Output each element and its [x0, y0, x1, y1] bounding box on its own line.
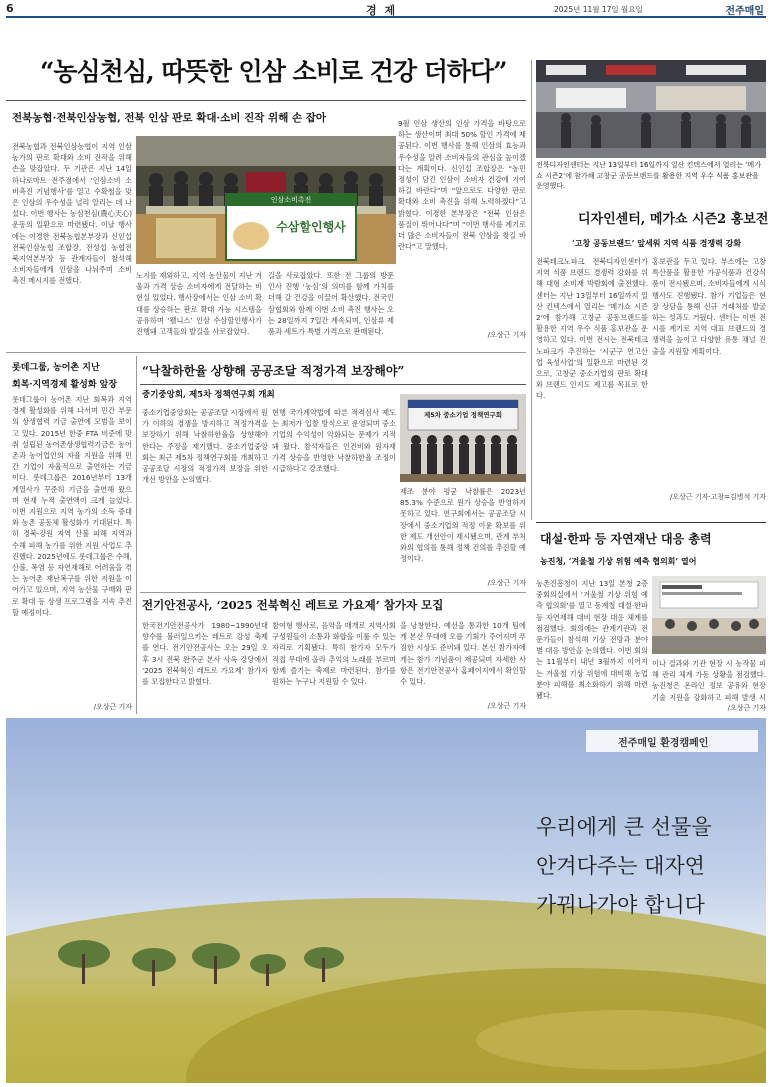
lead-body-col2: 노지를 제외하고, 지역 농산물이 지난 겨울과 가격 상승 소비자에게 전달하는 비 현실 있었다. 행사장에서는 인삼 소비 확대를 상승하는 판로 확대 가능 시스템을 공유하며 ‘웰니스’ 인삼 수삼할인행사가 진행돼 고객들의 발길을 사로잡았다. [136, 271, 262, 337]
disaster-body-a: 농촌진흥청이 지난 13일 본청 2층 중회의실에서 ‘겨울철 기상 위험 예측 협의회’를 열고 동계철 대설·한파 등 자연재해 대비 현장 대응 체계를 점검했다. 회의에는 관계기관과 전문가들이 참석해 기상 전망과 분야별 대응 방안을 논의했다. 이번 회의는 11월부터 내년 3월까지 이어지는 겨울철 기상 위험에 대비해 농업 분야 피해를 최소화하기 위해 마련됐다. [536, 579, 648, 701]
lead-body-col4: 9월 인삼 생산의 인삼 가격을 바탕으로 하는 생산이며 최대 50% 할인 가격에 제공된다. 이번 행사를 통해 인삼의 효능과 우수성을 알려 소비자들의 관심을 높이겠다는 계획이다. 신인섭 조합장은 “농민 정성이 담긴 인삼이 소비자 건강에 기여하길 바란다”며 “앞으로도 다양한 판로 확대와 소비 촉진을 위해 노력하겠다”고 밝혔다. 이경한 본부장은 “전북 인삼은 품질이 뛰어나다”며 “이번 행사를 계기로 더 많은 소비자들이 전북 인삼을 찾길 바란다”고 말했다. [398, 119, 526, 252]
environment-campaign-ad [6, 718, 766, 1083]
lotte-byline: /오상근 기자 [93, 703, 132, 711]
section-name: 경 제 [366, 4, 398, 17]
page-number: 6 [6, 2, 14, 15]
lotte-divider [136, 356, 137, 714]
disaster-subheadline: 농진청, ‘겨울철 기상 위험 예측 협의회’ 열어 [540, 556, 697, 566]
procurement-photo [400, 394, 526, 482]
procurement-subheadline: 중기중앙회, 제5차 정책연구회 개최 [142, 390, 275, 400]
design-photo-caption: 전북디자인센터는 지난 13일부터 16일까지 일산 킨텍스에서 열리는 ‘메가쇼 시즌2’에 참가해 고창군 공동브랜드를 활용한 지역 우수 식품 홍보관을 운영했다. [536, 161, 761, 190]
design-body-a: 전북테크노파크 전북디자인센터가 지역 식품 브랜드 경쟁력 강화를 위해 대형 소비재 박람회에 출전했다. 센터는 지난 13일부터 16일까지 일산 킨텍스에서 열리는 ‘메가쇼 시즌2’에 참가해 고창군 공동브랜드를 활용한 지역 우수 식품 홍보관을 운영하고 있다. 이번 전시는 전북테크노파크가 추진하는 ‘시군구 연고산업 육성사업’의 일환으로 마련된 것으로, 고창군 중소기업의 판로 확대와 브랜드 인지도 제고를 목표로 한다. [536, 257, 648, 401]
lead-body-col3: 길을 사로잡았다. 또한 전 그룹의 방문 인사 진행 ‘농심’의 의미를 함께 가치를 더해 갈 건강을 이끌어 확산했다. 전국인삼협회와 함께 이번 소비 촉진 행사는 오는 28일까지 7일간 계속되며, 인삼류 제품과 세트가 특별 가격으로 판매된다. [268, 271, 394, 336]
ad-label: 전주매일 환경캠페인 [618, 738, 709, 749]
section-rule [6, 352, 526, 353]
lotte-headline: 롯데그룹, 농어촌 지난 [12, 363, 100, 373]
electric-body-a: 한국전기안전공사가 1980~1990년대 향수를 불러일으키는 레트로 감성 축제를 연다. 전기안전공사는 오는 29일 오후 3시 전북 완주군 본사 사옥 강당에서 ‘2025 전북혁신 레트로 가요제’ 참가자를 모집한다고 밝혔다. [142, 621, 268, 687]
lead-photo-banner: 인삼소비촉진 [270, 196, 312, 204]
disaster-body-b: 이나 결과와 기관 현장 시 농작물 피해 관리 체계 가동 상황을 점검했다. 농진청은 온라인 정보 공유와 현장 기술 지원을 강화하고 피해 발생 시 [652, 659, 766, 702]
design-body-b: 홍보관을 두고 있다. 부스에는 고창특산품을 활용한 가공식품과 건강식품이 전시됐으며, 소비자들에게 시식 행사도 진행됐다. 참가 기업들은 현장 상담을 통해 신규 거래처를 발굴하는 성과도 거뒀다. 센터는 이번 전시를 계기로 지역 대표 브랜드의 경쟁력을 높이고 다양한 유통 채널 진출을 지원할 계획이다. [652, 257, 766, 356]
page-header [6, 2, 766, 18]
electric-body-b: 참여형 행사로, 음악을 매개로 지역사회 구성원들이 소통과 화합을 이룰 수 있는 자리로 기획됐다. 특히 참가자 모두가 직접 무대에 올라 추억의 노래를 부르며 함께 즐기는 축제로 마련된다. 참가를 원하는 누구나 지원할 수 있다. [272, 621, 396, 687]
lotte-body: 롯데그룹이 농어촌 지난 회복과 지역경제 활성화를 위해 나서며 민간 부문의 상생협력 기금 출연에 모범을 보이고 있다. 2015년 한중 FTA 비준에 맞춰 설립된 농어촌상생협력기금은 농어촌과 농어업인의 자율 지원을 위해 민간 기업이 자율적으로 출연하는 기금이다. 롯데그룹은 2016년부터 13개 계열사가 꾸준히 기금을 출연해 왔으며 현재 누적 출연액이 크게 늘었다. 이번 지원으로 지역 농가의 소득 증대와 농촌 공동체 활성화가 기대된다. 특히 경북·강원 지역 산불 피해 지역과 수해 피해 농가를 위한 지원 사업도 추진했다. 2025년에도 롯데그룹은 수해, 산불, 폭염 등 자연재해로 어려움을 겪는 농어촌 재난복구를 위한 지원을 이어가고 있으며, 지역 농산물 구매와 판로 확대 등 상생 프로그램을 지속 추진할 예정이다. [12, 395, 132, 617]
lead-photo-sign: 수삼할인행사 [276, 220, 346, 234]
ad-line-2: 안겨다주는 대자연 [536, 854, 705, 878]
electric-headline: 전기안전공사, ‘2025 전북혁신 레트로 가요제’ 참가자 모집 [142, 598, 444, 612]
design-byline: /오상근 기자·고창=김병석 기자 [669, 493, 766, 501]
publication-name: 전주매일 [725, 6, 764, 17]
lead-subheadline: 전북농협·전북인삼농협, 전북 인삼 판로 확대·소비 진작 위해 손 잡아 [12, 112, 327, 124]
electric-byline: /오상근 기자 [487, 702, 526, 710]
lead-byline: /오상근 기자 [487, 331, 526, 339]
disaster-byline: /오상근 기자 [727, 704, 766, 712]
ad-line-1: 우리에게 큰 선물을 [536, 815, 712, 839]
design-headline: 디자인센터, 메가쇼 시즌2 홍보전 [578, 212, 769, 227]
lead-photo [136, 136, 396, 264]
electric-body-c: 을 낭창한다. 예선을 통과한 10개 팀에게 본선 무대에 오를 기회가 주어지며 푸짐한 시상도 준비돼 있다. 본선 참가자에게는 참가 기념품이 제공되며 자세한 사항은 전기안전공사 홈페이지에서 확인할 수 있다. [400, 621, 526, 687]
disaster-rule [536, 522, 766, 523]
procurement-headline: “낙찰하한율 상향해 공공조달 적정가격 보장해야” [142, 364, 405, 378]
electric-rule [140, 592, 526, 593]
procurement-body-b: 현행 국가계약법에 따른 적격심사 제도는 최저가 입찰 방식으로 운영되며 중소기업의 수익성이 악화되는 문제가 지적돼 왔다. 참석자들은 인건비와 원자재 가격 상승을 반영한 낙찰하한율 조정이 시급하다고 강조했다. [272, 408, 396, 474]
procurement-body-c: 제조 분야 평균 낙찰률은 2023년 85.3% 수준으로 원가 상승을 반영하지 못하고 있다. 연구회에서는 공공조달 시장에서 중소기업의 적정 이윤 확보를 위한 제도 개선안이 제시됐으며, 관계 부처와의 협의를 통해 정책 건의를 추진할 예정이다. [400, 487, 526, 564]
design-photo [536, 60, 766, 158]
ad-label-box [586, 730, 758, 752]
ad-line-3: 가꿔나가야 합니다 [536, 893, 705, 917]
procurement-body-a: 중소기업중앙회는 공공조달 시장에서 원가 이하의 경쟁을 방지하고 적정가격을 보장하기 위해 낙찰하한율을 상향해야 한다는 주장을 제기했다. 중소기업중앙회는 최근 제5차 정책연구회를 개최하고 공공조달 시장의 적정가격 보장을 위한 개선 방안을 논의했다. [142, 408, 268, 485]
disaster-photo [652, 576, 766, 654]
procurement-rule [140, 384, 526, 385]
disaster-headline: 대설·한파 등 자연재난 대응 총력 [540, 532, 712, 546]
lotte-subheadline: 회복·지역경제 활성화 앞장 [12, 380, 118, 390]
column-divider [531, 60, 532, 520]
issue-date: 2025년 11월 17일 월요일 [554, 5, 643, 14]
design-subheadline: ‘고창 공동브랜드’ 앞세워 지역 식품 경쟁력 강화 [572, 238, 742, 248]
procurement-photo-banner: 제5차 중소기업 정책연구회 [423, 411, 503, 419]
lead-headline: “농심천심, 따뜻한 인삼 소비로 건강 더하다” [40, 57, 507, 86]
lead-rule [6, 100, 526, 101]
lead-body-col1: 전북농협과 전북인삼농협이 지역 인삼 농가의 판로 확대와 소비 진작을 위해 손을 맞잡았다. 두 기관은 지난 14일 하나로마트 전주점에서 ‘인삼소비 소비촉진 기념행사’를 열고 수확철을 맞은 인삼의 우수성을 널리 알리는 데 나섰다. 이번 행사는 농심천심(農心天心) 운동의 일환으로 마련됐다. 이날 행사에는 이경한 전북농협본부장과 신인섭 전북인삼농협 조합장, 전성섭 농협전북지역본부장 등 관계자들이 참석해 소비자들에게 인삼을 나눠주며 소비 촉진 메시지를 전했다. [12, 142, 132, 286]
procurement-byline: /오상근 기자 [487, 579, 526, 587]
